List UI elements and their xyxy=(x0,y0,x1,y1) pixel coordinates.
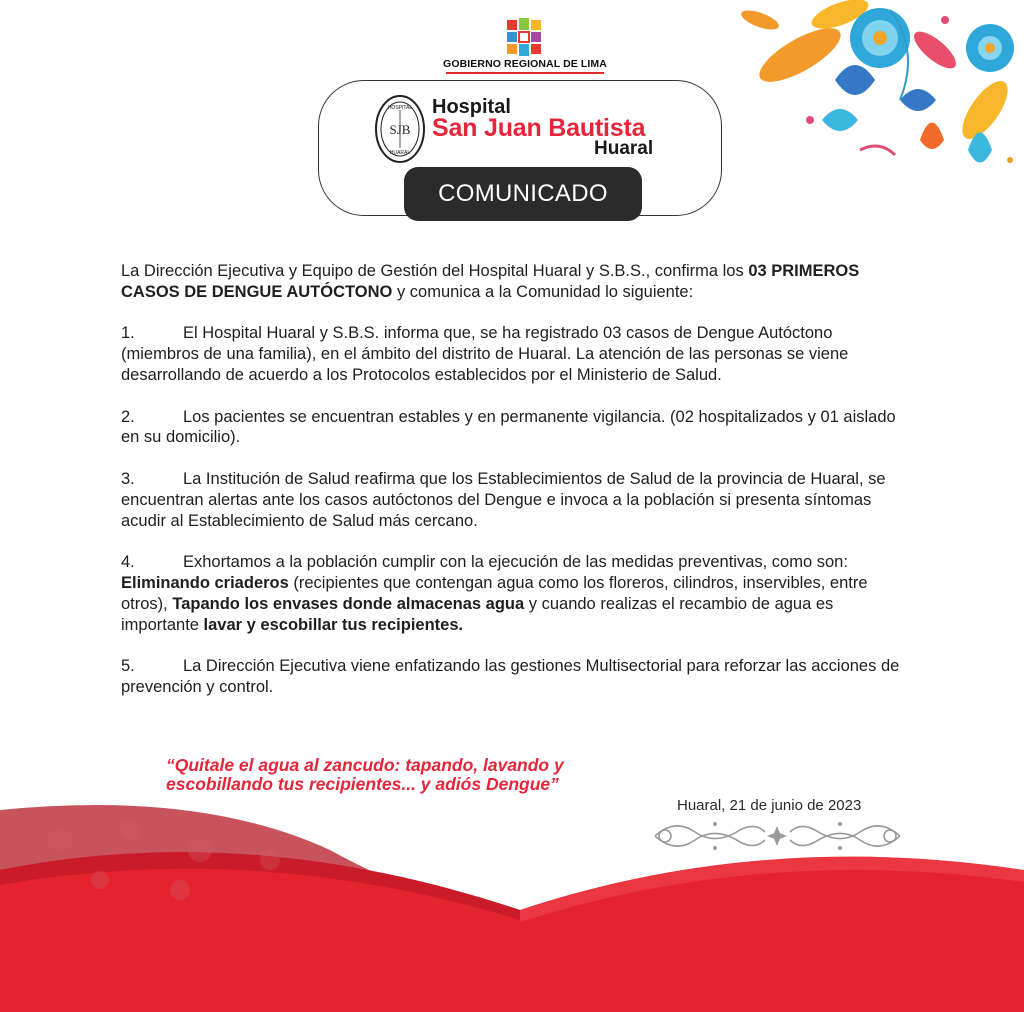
intro-paragraph: La Dirección Ejecutiva y Equipo de Gestión del Hospital Huaral y S.B.S., confirma los 03 PRIMEROS CASOS DE DENGUE AUTÓCTONO y comunica a la Comunidad lo siguiente: xyxy=(121,262,860,301)
list-item: 1. El Hospital Huaral y S.B.S. informa que, se ha registrado 03 casos de Dengue Autóctono (miembros de una familia), en el ámbito del distrito de Huaral. La atención de las personas se viene desarrollando de acuerdo a los Protocolos establecidos por el Ministerio de Salud. xyxy=(121,324,849,384)
list-item: 4. Exhortamos a la población cumplir con la ejecución de las medidas preventivas, como son: Eliminando criaderos (recipientes que contengan agua como los floreros, cilindros, inservibles, entre otros), Tapando los envases donde almacenas agua y cuando realizas el recambio de agua es importante lavar y escobillar tus recipientes. xyxy=(121,553,868,634)
date-line: Huaral, 21 de junio de 2023 xyxy=(677,797,862,814)
body-text xyxy=(121,261,911,719)
hospital-name-line3: Huaral xyxy=(594,138,654,159)
gov-name: GOBIERNO REGIONAL DE LIMA xyxy=(443,58,607,70)
list-item: 3. La Institución de Salud reafirma que los Establecimientos de Salud de la provincia de Huaral, se encuentran alertas ante los casos autóctonos del Dengue e invoca a la población si presenta síntomas acudir al Establecimiento de Salud más cercano. xyxy=(121,469,886,530)
gov-underline xyxy=(446,72,604,74)
comunicado-badge: COMUNICADO xyxy=(404,167,642,221)
slogan-line2: escobillando tus recipientes... y adiós Dengue” xyxy=(166,774,559,794)
list-item: 2. Los pacientes se encuentran estables y en permanente vigilancia. (02 hospitalizados y 01 aislado en su domicilio). xyxy=(121,407,896,447)
gobierno-regional-logo-icon xyxy=(505,18,543,56)
hospital-emblem-icon xyxy=(374,94,426,164)
slogan-line1: “Quitale el agua al zancudo: tapando, lavando y xyxy=(166,755,564,775)
flower-decoration xyxy=(740,0,1024,200)
slogan xyxy=(166,756,646,794)
hospital-name-line1: Hospital xyxy=(432,96,511,118)
list-item: 5. La Dirección Ejecutiva viene enfatizando las gestiones Multisectorial para reforzar las acciones de prevención y control. xyxy=(121,657,900,696)
ornament-divider xyxy=(645,814,910,858)
hospital-name-line2: San Juan Bautista xyxy=(432,114,646,142)
emblem-bottom-text: HUARAL xyxy=(389,150,411,156)
emblem-top-text: HOSPITAL xyxy=(387,105,413,111)
emblem-initials: SJB xyxy=(389,122,411,137)
